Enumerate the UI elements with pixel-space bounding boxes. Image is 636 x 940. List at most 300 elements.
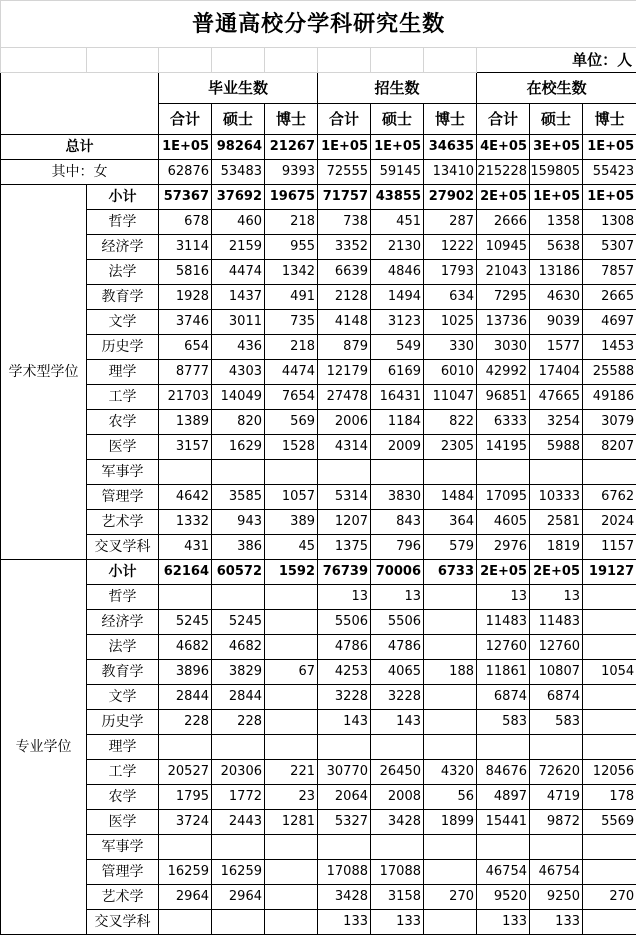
category-label: 专业学位	[1, 560, 87, 935]
table-row	[1, 735, 636, 760]
value-cell: 1389	[159, 410, 212, 435]
value-cell: 11483	[477, 610, 530, 635]
subject-label: 法学	[87, 635, 159, 660]
value-cell: 2305	[424, 435, 477, 460]
table-row	[1, 385, 636, 410]
table-row	[1, 835, 636, 860]
value-cell: 1342	[265, 260, 318, 285]
value-cell: 1375	[318, 535, 371, 560]
value-cell: 13	[477, 585, 530, 610]
empty-cell	[371, 48, 424, 73]
value-cell: 1184	[371, 410, 424, 435]
table-row	[1, 810, 636, 835]
value-cell: 71757	[318, 185, 371, 210]
page-title: 普通高校分学科研究生数	[1, 1, 636, 48]
value-cell: 738	[318, 210, 371, 235]
value-cell: 228	[159, 710, 212, 735]
value-cell: 843	[371, 510, 424, 535]
value-cell: 678	[159, 210, 212, 235]
value-cell: 98264	[212, 135, 265, 160]
subject-label: 农学	[87, 410, 159, 435]
value-cell: 5307	[583, 235, 636, 260]
value-cell	[583, 460, 636, 485]
value-cell: 6333	[477, 410, 530, 435]
subheader-total: 合计	[477, 104, 530, 135]
value-cell: 3123	[371, 310, 424, 335]
table-row	[1, 860, 636, 885]
value-cell: 72620	[530, 760, 583, 785]
value-cell: 5569	[583, 810, 636, 835]
value-cell: 20527	[159, 760, 212, 785]
value-cell	[212, 460, 265, 485]
value-cell: 11483	[530, 610, 583, 635]
value-cell: 4474	[265, 360, 318, 385]
subject-label: 理学	[87, 735, 159, 760]
value-cell	[265, 735, 318, 760]
value-cell: 822	[424, 410, 477, 435]
value-cell: 3158	[371, 885, 424, 910]
table-row	[1, 885, 636, 910]
subject-label: 哲学	[87, 210, 159, 235]
subject-label: 教育学	[87, 285, 159, 310]
table-row	[1, 560, 636, 585]
table-row	[1, 310, 636, 335]
empty-cell	[87, 48, 159, 73]
value-cell: 1025	[424, 310, 477, 335]
value-cell: 1795	[159, 785, 212, 810]
value-cell: 23	[265, 785, 318, 810]
value-cell	[477, 735, 530, 760]
empty-cell	[265, 48, 318, 73]
table-row	[1, 360, 636, 385]
value-cell: 16259	[159, 860, 212, 885]
corner-cell	[1, 73, 159, 135]
subject-label: 管理学	[87, 860, 159, 885]
value-cell: 1057	[265, 485, 318, 510]
value-cell: 3829	[212, 660, 265, 685]
value-cell: 2844	[212, 685, 265, 710]
value-cell	[159, 460, 212, 485]
value-cell: 820	[212, 410, 265, 435]
value-cell	[265, 910, 318, 935]
value-cell: 6169	[371, 360, 424, 385]
value-cell: 6733	[424, 560, 477, 585]
value-cell	[583, 610, 636, 635]
value-cell: 3254	[530, 410, 583, 435]
value-cell: 13410	[424, 160, 477, 185]
value-cell: 1E+05	[318, 135, 371, 160]
value-cell: 72555	[318, 160, 371, 185]
value-cell: 7295	[477, 285, 530, 310]
value-cell: 4605	[477, 510, 530, 535]
subject-label: 经济学	[87, 610, 159, 635]
value-cell: 796	[371, 535, 424, 560]
table-row	[1, 285, 636, 310]
value-cell: 943	[212, 510, 265, 535]
group-header-graduates: 毕业生数	[159, 73, 318, 104]
value-cell: 6874	[530, 685, 583, 710]
value-cell: 4897	[477, 785, 530, 810]
value-cell: 1332	[159, 510, 212, 535]
value-cell: 1157	[583, 535, 636, 560]
value-cell: 133	[371, 910, 424, 935]
subject-label: 军事学	[87, 460, 159, 485]
value-cell: 47665	[530, 385, 583, 410]
value-cell: 133	[318, 910, 371, 935]
value-cell	[424, 460, 477, 485]
value-cell: 53483	[212, 160, 265, 185]
value-cell: 1207	[318, 510, 371, 535]
value-cell: 60572	[212, 560, 265, 585]
value-cell: 4630	[530, 285, 583, 310]
value-cell	[159, 735, 212, 760]
table-row	[1, 760, 636, 785]
value-cell	[212, 910, 265, 935]
value-cell: 2844	[159, 685, 212, 710]
unit-label: 单位：人	[477, 48, 636, 73]
value-cell: 955	[265, 235, 318, 260]
value-cell: 9520	[477, 885, 530, 910]
value-cell: 143	[318, 710, 371, 735]
value-cell: 2E+05	[530, 560, 583, 585]
value-cell: 12760	[477, 635, 530, 660]
value-cell: 17404	[530, 360, 583, 385]
value-cell: 11047	[424, 385, 477, 410]
table-row	[1, 435, 636, 460]
subject-label: 文学	[87, 310, 159, 335]
value-cell: 3352	[318, 235, 371, 260]
value-cell: 3724	[159, 810, 212, 835]
value-cell: 3011	[212, 310, 265, 335]
value-cell: 1308	[583, 210, 636, 235]
value-cell: 215228	[477, 160, 530, 185]
value-cell: 3746	[159, 310, 212, 335]
value-cell	[424, 585, 477, 610]
value-cell: 9250	[530, 885, 583, 910]
value-cell: 4682	[212, 635, 265, 660]
value-cell: 21267	[265, 135, 318, 160]
value-cell: 431	[159, 535, 212, 560]
subheader-total: 合计	[159, 104, 212, 135]
value-cell: 37692	[212, 185, 265, 210]
value-cell: 1E+05	[159, 135, 212, 160]
subject-label: 教育学	[87, 660, 159, 685]
value-cell: 3E+05	[530, 135, 583, 160]
value-cell: 1358	[530, 210, 583, 235]
value-cell: 1E+05	[530, 185, 583, 210]
value-cell: 2008	[371, 785, 424, 810]
value-cell: 2E+05	[477, 185, 530, 210]
value-cell: 96851	[477, 385, 530, 410]
value-cell: 3830	[371, 485, 424, 510]
subject-label: 医学	[87, 810, 159, 835]
value-cell	[583, 860, 636, 885]
value-cell: 17088	[371, 860, 424, 885]
empty-cell	[159, 48, 212, 73]
value-cell: 19127	[583, 560, 636, 585]
subject-label: 交叉学科	[87, 910, 159, 935]
value-cell	[159, 585, 212, 610]
value-cell: 3428	[318, 885, 371, 910]
value-cell: 46754	[530, 860, 583, 885]
value-cell	[265, 885, 318, 910]
value-cell	[265, 460, 318, 485]
value-cell: 10807	[530, 660, 583, 685]
subheader-master: 硕士	[371, 104, 424, 135]
value-cell: 55423	[583, 160, 636, 185]
value-cell: 5327	[318, 810, 371, 835]
value-cell	[583, 910, 636, 935]
value-cell: 13	[371, 585, 424, 610]
subheader-master: 硕士	[530, 104, 583, 135]
value-cell: 27478	[318, 385, 371, 410]
value-cell	[265, 860, 318, 885]
value-cell: 364	[424, 510, 477, 535]
value-cell: 583	[477, 710, 530, 735]
table-row	[1, 335, 636, 360]
value-cell: 2128	[318, 285, 371, 310]
value-cell: 10333	[530, 485, 583, 510]
value-cell: 1E+05	[583, 135, 636, 160]
table-row	[1, 685, 636, 710]
value-cell: 143	[371, 710, 424, 735]
value-cell: 386	[212, 535, 265, 560]
value-cell: 1793	[424, 260, 477, 285]
table-row	[1, 485, 636, 510]
value-cell	[265, 685, 318, 710]
value-cell: 27902	[424, 185, 477, 210]
value-cell: 9039	[530, 310, 583, 335]
value-cell: 2666	[477, 210, 530, 235]
value-cell	[424, 635, 477, 660]
value-cell: 178	[583, 785, 636, 810]
subheader-doctor: 博士	[424, 104, 477, 135]
value-cell: 4682	[159, 635, 212, 660]
value-cell: 6874	[477, 685, 530, 710]
value-cell: 3079	[583, 410, 636, 435]
value-cell: 1484	[424, 485, 477, 510]
value-cell	[371, 735, 424, 760]
value-cell: 2024	[583, 510, 636, 535]
value-cell: 4303	[212, 360, 265, 385]
value-cell: 3228	[318, 685, 371, 710]
value-cell: 5314	[318, 485, 371, 510]
value-cell: 12056	[583, 760, 636, 785]
value-cell	[583, 835, 636, 860]
value-cell: 12179	[318, 360, 371, 385]
value-cell: 7857	[583, 260, 636, 285]
value-cell	[212, 735, 265, 760]
value-cell: 62876	[159, 160, 212, 185]
value-cell	[318, 835, 371, 860]
subject-label: 法学	[87, 260, 159, 285]
value-cell: 1054	[583, 660, 636, 685]
value-cell: 17095	[477, 485, 530, 510]
value-cell: 4474	[212, 260, 265, 285]
value-cell: 1E+05	[583, 185, 636, 210]
value-cell: 10945	[477, 235, 530, 260]
value-cell: 1592	[265, 560, 318, 585]
table-row	[1, 135, 636, 160]
value-cell	[424, 910, 477, 935]
value-cell: 2E+05	[477, 560, 530, 585]
value-cell: 6010	[424, 360, 477, 385]
empty-cell	[212, 48, 265, 73]
value-cell	[530, 460, 583, 485]
value-cell: 11861	[477, 660, 530, 685]
value-cell: 218	[265, 210, 318, 235]
subject-label: 工学	[87, 760, 159, 785]
value-cell: 270	[424, 885, 477, 910]
category-label: 学术型学位	[1, 185, 87, 560]
value-cell: 1772	[212, 785, 265, 810]
value-cell	[371, 460, 424, 485]
value-cell: 67	[265, 660, 318, 685]
value-cell: 6639	[318, 260, 371, 285]
subheader-total: 合计	[318, 104, 371, 135]
value-cell: 1453	[583, 335, 636, 360]
value-cell: 2665	[583, 285, 636, 310]
value-cell: 15441	[477, 810, 530, 835]
subject-label: 工学	[87, 385, 159, 410]
value-cell: 4786	[318, 635, 371, 660]
value-cell: 9872	[530, 810, 583, 835]
value-cell	[424, 710, 477, 735]
value-cell	[477, 835, 530, 860]
value-cell: 2964	[159, 885, 212, 910]
value-cell	[159, 910, 212, 935]
value-cell	[424, 835, 477, 860]
subject-label: 哲学	[87, 585, 159, 610]
value-cell: 287	[424, 210, 477, 235]
value-cell: 2443	[212, 810, 265, 835]
value-cell: 62164	[159, 560, 212, 585]
value-cell: 389	[265, 510, 318, 535]
value-cell: 70006	[371, 560, 424, 585]
table-row	[1, 210, 636, 235]
value-cell: 13186	[530, 260, 583, 285]
value-cell: 3896	[159, 660, 212, 685]
value-cell: 2964	[212, 885, 265, 910]
table-row	[1, 660, 636, 685]
value-cell: 1629	[212, 435, 265, 460]
table-row	[1, 710, 636, 735]
value-cell: 34635	[424, 135, 477, 160]
value-cell: 6762	[583, 485, 636, 510]
table-row	[1, 235, 636, 260]
value-cell: 25588	[583, 360, 636, 385]
table-row	[1, 785, 636, 810]
value-cell: 436	[212, 335, 265, 360]
value-cell: 5245	[212, 610, 265, 635]
empty-cell	[318, 48, 371, 73]
value-cell: 4846	[371, 260, 424, 285]
value-cell	[424, 685, 477, 710]
value-cell: 26450	[371, 760, 424, 785]
value-cell: 2006	[318, 410, 371, 435]
value-cell: 4E+05	[477, 135, 530, 160]
table-row	[1, 585, 636, 610]
value-cell: 3428	[371, 810, 424, 835]
empty-cell	[1, 48, 87, 73]
value-cell: 7654	[265, 385, 318, 410]
subheader-doctor: 博士	[265, 104, 318, 135]
value-cell: 4253	[318, 660, 371, 685]
value-cell: 330	[424, 335, 477, 360]
value-cell: 4642	[159, 485, 212, 510]
value-cell: 4719	[530, 785, 583, 810]
table-row	[1, 410, 636, 435]
value-cell: 45	[265, 535, 318, 560]
value-cell: 569	[265, 410, 318, 435]
value-cell: 1494	[371, 285, 424, 310]
value-cell: 228	[212, 710, 265, 735]
subject-label: 军事学	[87, 835, 159, 860]
value-cell: 2976	[477, 535, 530, 560]
value-cell: 159805	[530, 160, 583, 185]
value-cell: 43855	[371, 185, 424, 210]
value-cell	[583, 635, 636, 660]
value-cell: 57367	[159, 185, 212, 210]
value-cell: 42992	[477, 360, 530, 385]
value-cell: 491	[265, 285, 318, 310]
value-cell	[530, 835, 583, 860]
value-cell: 2159	[212, 235, 265, 260]
value-cell: 579	[424, 535, 477, 560]
subheader-doctor: 博士	[583, 104, 636, 135]
value-cell: 16259	[212, 860, 265, 885]
value-cell: 4314	[318, 435, 371, 460]
value-cell	[424, 610, 477, 635]
value-cell: 1528	[265, 435, 318, 460]
value-cell: 9393	[265, 160, 318, 185]
value-cell: 8207	[583, 435, 636, 460]
table-row	[1, 535, 636, 560]
value-cell	[583, 735, 636, 760]
value-cell: 13	[318, 585, 371, 610]
value-cell: 3030	[477, 335, 530, 360]
value-cell: 270	[583, 885, 636, 910]
value-cell: 1928	[159, 285, 212, 310]
subject-label: 理学	[87, 360, 159, 385]
value-cell: 1577	[530, 335, 583, 360]
subject-label: 交叉学科	[87, 535, 159, 560]
value-cell	[212, 835, 265, 860]
table-row	[1, 185, 636, 210]
value-cell: 735	[265, 310, 318, 335]
value-cell: 84676	[477, 760, 530, 785]
value-cell	[424, 860, 477, 885]
value-cell: 1222	[424, 235, 477, 260]
value-cell	[318, 735, 371, 760]
value-cell: 1819	[530, 535, 583, 560]
subject-label: 艺术学	[87, 885, 159, 910]
subject-label: 小计	[87, 185, 159, 210]
value-cell: 879	[318, 335, 371, 360]
value-cell	[583, 710, 636, 735]
value-cell: 14049	[212, 385, 265, 410]
value-cell: 3114	[159, 235, 212, 260]
table-row	[1, 635, 636, 660]
subject-label: 艺术学	[87, 510, 159, 535]
value-cell: 13736	[477, 310, 530, 335]
value-cell: 1437	[212, 285, 265, 310]
group-header-enrollment: 招生数	[318, 73, 477, 104]
value-cell: 5638	[530, 235, 583, 260]
value-cell: 4320	[424, 760, 477, 785]
value-cell	[477, 460, 530, 485]
value-cell	[583, 585, 636, 610]
